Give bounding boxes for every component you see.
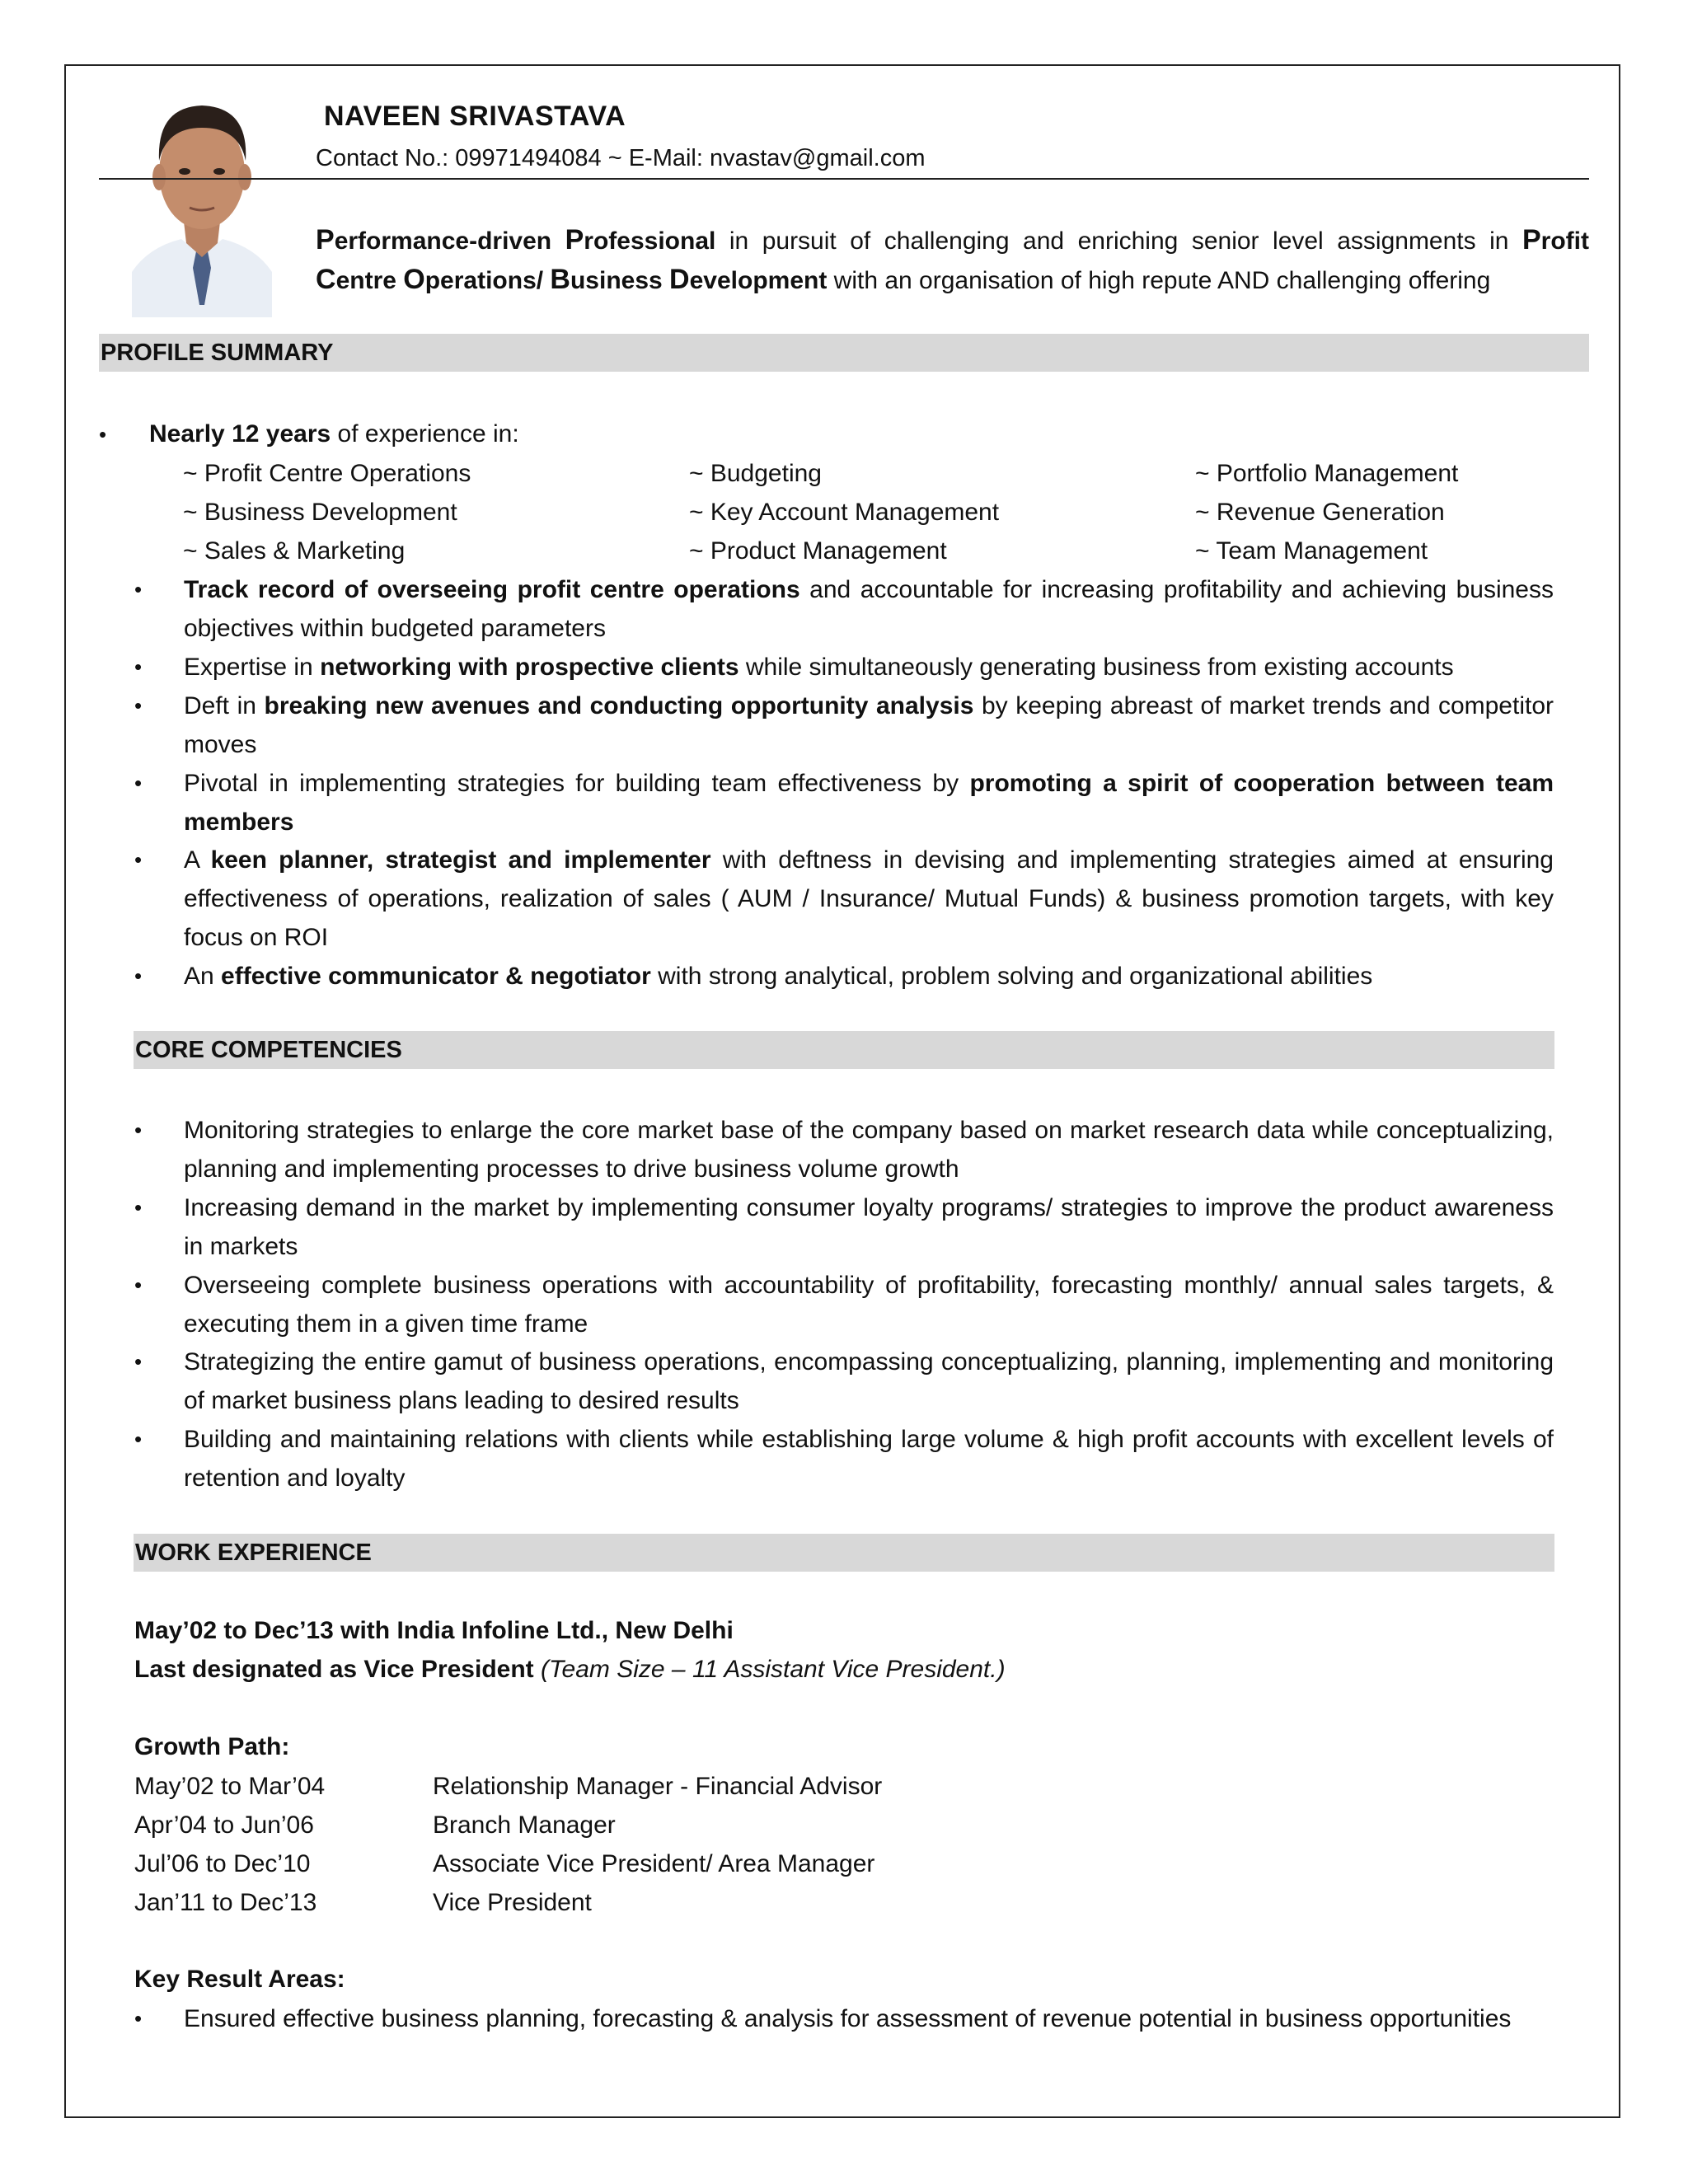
employment-line: May’02 to Dec’13 with India Infoline Ltd., New Delhi <box>134 1617 734 1644</box>
skill-item: ~ Budgeting <box>689 460 822 487</box>
growth-role: Branch Manager <box>433 1811 616 1839</box>
contact-line: Contact No.: 09971494084 ~ E-Mail: nvastav@gmail.com <box>316 145 926 171</box>
growth-period: Jan’11 to Dec’13 <box>134 1889 317 1916</box>
profile-photo <box>132 82 272 317</box>
skills-column-3 <box>1195 454 1458 570</box>
profile-summary-heading: PROFILE SUMMARY <box>99 334 1589 372</box>
skill-item: ~ Team Management <box>1195 537 1428 565</box>
bullet-dot: • <box>134 1195 143 1220</box>
skill-item: ~ Sales & Marketing <box>183 537 406 565</box>
bullet-dot: • <box>134 577 143 602</box>
bullet-dot: • <box>134 847 143 872</box>
bullet-dot: • <box>134 654 143 679</box>
growth-role: Relationship Manager - Financial Advisor <box>433 1773 883 1800</box>
growth-path-heading: Growth Path: <box>134 1733 290 1760</box>
summary-lead-bullet: • <box>99 422 107 447</box>
header-divider <box>99 178 1589 180</box>
work-experience-heading: WORK EXPERIENCE <box>134 1534 1554 1572</box>
candidate-name: NAVEEN SRIVASTAVA <box>324 101 626 132</box>
profile-photo-drawing <box>132 82 272 317</box>
growth-period: May’02 to Mar’04 <box>134 1773 326 1800</box>
career-objective: Performance-driven Professional in pursuit of challenging and enriching senior level assignments in Profit Centre Operations/ Business Development with an organisation of high repute AND challenging offering <box>316 224 1589 295</box>
bullet-dot: • <box>134 1349 143 1374</box>
bullet-dot: • <box>134 1272 143 1297</box>
skill-item: ~ Profit Centre Operations <box>183 460 471 487</box>
skills-column-2 <box>689 454 999 570</box>
skill-item: ~ Portfolio Management <box>1195 460 1459 487</box>
growth-role: Vice President <box>433 1889 592 1916</box>
summary-lead: Nearly 12 years of experience in: <box>149 420 519 448</box>
skill-item: ~ Product Management <box>689 537 947 565</box>
skill-item: ~ Key Account Management <box>689 499 1000 526</box>
designation-line: Last designated as Vice President (Team Size – 11 Assistant Vice President.) <box>134 1656 1006 1683</box>
growth-role: Associate Vice President/ Area Manager <box>433 1850 875 1877</box>
bullet-dot: • <box>134 1427 143 1451</box>
core-competencies-heading: CORE COMPETENCIES <box>134 1031 1554 1069</box>
bullet-dot: • <box>134 771 143 795</box>
skill-item: ~ Business Development <box>183 499 457 526</box>
growth-period: Apr’04 to Jun’06 <box>134 1811 314 1839</box>
skill-item: ~ Revenue Generation <box>1195 499 1445 526</box>
bullet-dot: • <box>134 2006 143 2031</box>
skills-column-1 <box>183 454 471 570</box>
bullet-dot: • <box>134 1118 143 1142</box>
bullet-dot: • <box>134 963 143 988</box>
kra-heading: Key Result Areas: <box>134 1966 345 1993</box>
bullet-dot: • <box>134 693 143 718</box>
growth-period: Jul’06 to Dec’10 <box>134 1850 311 1877</box>
